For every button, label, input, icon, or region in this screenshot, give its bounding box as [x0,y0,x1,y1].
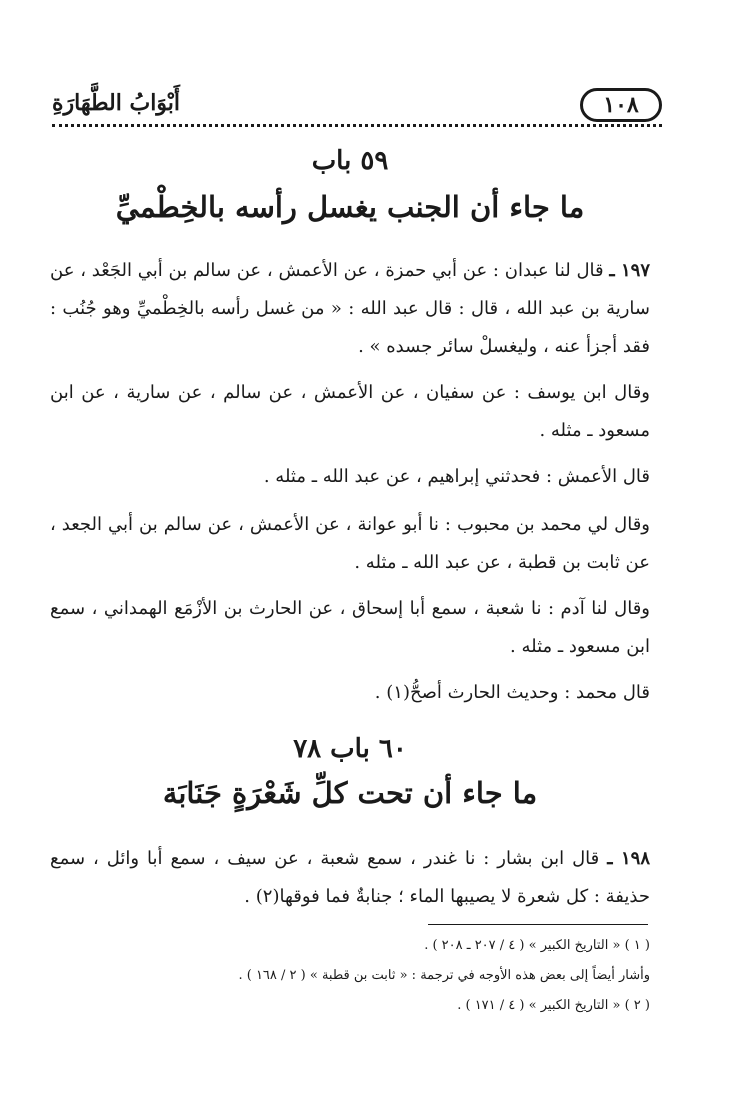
narration-text: قال الأعمش : فحدثني إبراهيم ، عن عبد الله ـ مثله . [263,466,650,487]
narration-text: وقال لنا آدم : نا شعبة ، سمع أبا إسحاق ، عن الحارث بن الأزْمَع الهمداني ، سمع ابن مسعود ـ مثله . [50,598,650,657]
narration-paragraph [50,506,650,582]
hadith-paragraph [50,252,650,366]
page-number-badge: ١٠٨ [580,88,662,122]
footnote: ( ٢ ) « التاريخ الكبير » ( ٤ / ١٧١ ) . [457,998,650,1013]
hadith-text: قال ابن بشار : نا غندر ، سمع شعبة ، عن سيف ، سمع أبا وائل ، سمع حذيفة : كل شعرة لا يصيبها الماء ؛ جنابةٌ فما فوقها(٢) . [50,848,650,907]
narration-text: قال محمد : وحديث الحارث أصحُّ(١) . [374,682,650,703]
narration-paragraph [50,590,650,666]
narration-text: وقال لي محمد بن محبوب : نا أبو عوانة ، عن الأعمش ، عن سالم بن أبي الجعد ، عن ثابت بن قطبة ، عن عبد الله ـ مثله . [50,514,650,573]
footnote: ( ١ ) « التاريخ الكبير » ( ٤ / ٢٠٧ ـ ٢٠٨ ) . [424,938,650,953]
narration-paragraph [50,374,650,450]
narration-paragraph [50,458,650,496]
running-title: أَبْوَابُ الطَّهَارَةِ [52,90,180,116]
chapter-title: ما جاء أن تحت كلِّ شَعْرَةٍ جَنَابَة [162,776,538,810]
hadith-number: ١٩٨ ـ [607,848,650,869]
footnote: وأشار أيضاً إلى بعض هذه الأوجه في ترجمة : « ثابت بن قطبة » ( ٢ / ١٦٨ ) . [238,968,650,983]
chapter-number: ٦٠ باب ٧٨ [293,734,407,764]
hadith-text: قال لنا عبدان : عن أبي حمزة ، عن الأعمش ، عن سالم بن أبي الجَعْد ، عن سارية بن عبد الله ، قال : قال عبد الله : « من غسل رأسه بالخِطْميِّ وهو جُنُب : فقد أجزأ عنه ، وليغسلْ سائر جسده » . [50,260,650,357]
chapter-title: ما جاء أن الجنب يغسل رأسه بالخِطْميِّ [115,190,585,224]
narration-text: وقال ابن يوسف : عن سفيان ، عن الأعمش ، عن سالم ، عن سارية ، عن ابن مسعود ـ مثله . [50,382,650,441]
footnote-divider [428,924,648,925]
hadith-number: ١٩٧ ـ [609,260,650,281]
hadith-paragraph [50,840,650,916]
running-header [52,84,662,130]
chapter-number: ٥٩ باب [311,146,389,176]
narration-paragraph [50,674,650,712]
header-divider [52,124,662,127]
